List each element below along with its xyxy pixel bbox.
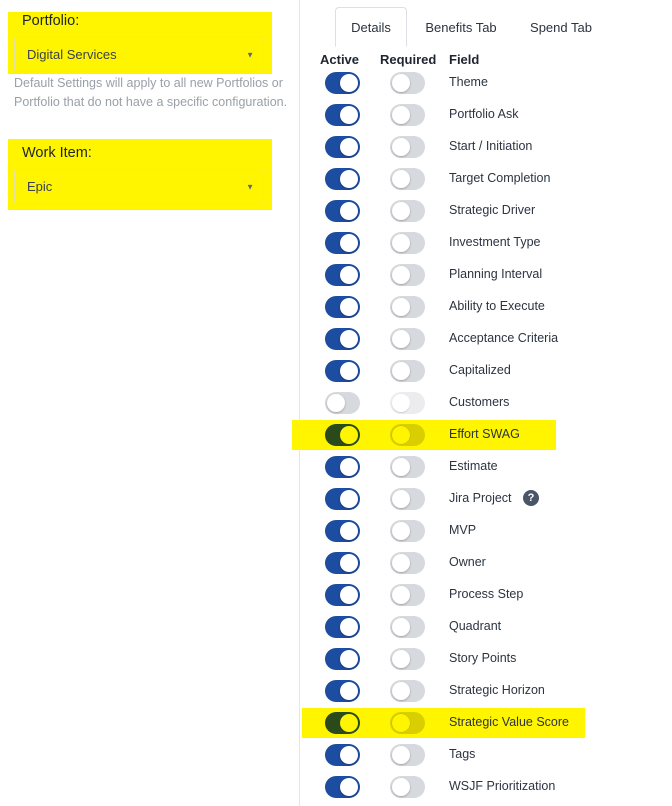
work-item-select-value: Epic [27, 179, 53, 194]
field-label: Acceptance Criteria [449, 331, 559, 345]
required-toggle[interactable] [390, 328, 425, 350]
required-toggle[interactable] [390, 584, 425, 606]
required-toggle[interactable] [390, 424, 425, 446]
field-row [300, 99, 672, 131]
required-toggle[interactable] [390, 168, 425, 190]
field-row [300, 579, 672, 611]
field-label: Strategic Driver [449, 203, 536, 217]
field-row [300, 739, 672, 771]
toggle-knob [340, 74, 358, 92]
field-row [300, 547, 672, 579]
field-row [300, 291, 672, 323]
required-toggle[interactable] [390, 744, 425, 766]
toggle-knob [392, 426, 410, 444]
active-toggle[interactable] [325, 424, 360, 446]
toggle-knob [392, 650, 410, 668]
field-row [300, 387, 672, 419]
toggle-knob [340, 778, 358, 796]
toggle-knob [340, 138, 358, 156]
toggle-knob [340, 714, 358, 732]
field-row [300, 163, 672, 195]
toggle-knob [392, 490, 410, 508]
toggle-knob [392, 170, 410, 188]
toggle-knob [392, 778, 410, 796]
active-toggle[interactable] [325, 456, 360, 478]
portfolio-select-value: Digital Services [27, 47, 117, 62]
work-item-label: Work Item: [22, 145, 92, 161]
active-toggle[interactable] [325, 136, 360, 158]
toggle-knob [392, 362, 410, 380]
required-toggle[interactable] [390, 648, 425, 670]
field-label: Story Points [449, 651, 517, 665]
field-label: Ability to Execute [449, 299, 545, 313]
field-label: Strategic Value Score [449, 715, 569, 729]
toggle-knob [340, 426, 358, 444]
required-toggle[interactable] [390, 776, 425, 798]
toggle-knob [392, 554, 410, 572]
question-icon[interactable]: ? [523, 490, 539, 506]
toggle-knob [340, 106, 358, 124]
field-label: Customers [449, 395, 510, 409]
toggle-knob [340, 458, 358, 476]
toggle-knob [340, 618, 358, 636]
toggle-knob [340, 490, 358, 508]
toggle-knob [340, 522, 358, 540]
field-label: Capitalized [449, 363, 511, 377]
toggle-knob [340, 650, 358, 668]
field-label: Target Completion [449, 171, 551, 185]
toggle-knob [392, 106, 410, 124]
active-toggle[interactable] [325, 680, 360, 702]
portfolio-select[interactable] [14, 37, 264, 72]
required-toggle[interactable] [390, 296, 425, 318]
active-toggle[interactable] [325, 360, 360, 382]
field-row [300, 515, 672, 547]
toggle-knob [392, 714, 410, 732]
field-row [300, 131, 672, 163]
required-toggle[interactable] [390, 264, 425, 286]
field-label: Effort SWAG [449, 427, 520, 441]
field-row [300, 195, 672, 227]
active-toggle[interactable] [325, 232, 360, 254]
toggle-knob [340, 266, 358, 284]
field-label: Theme [449, 75, 488, 89]
active-toggle[interactable] [325, 200, 360, 222]
toggle-knob [392, 138, 410, 156]
active-toggle[interactable] [325, 104, 360, 126]
field-label: WSJF Prioritization [449, 779, 556, 793]
required-toggle[interactable] [390, 136, 425, 158]
toggle-knob [392, 746, 410, 764]
toggle-knob [340, 330, 358, 348]
required-toggle [390, 392, 425, 414]
active-toggle[interactable] [325, 72, 360, 94]
active-toggle[interactable] [325, 552, 360, 574]
active-toggle[interactable] [325, 328, 360, 350]
field-label: Start / Initiation [449, 139, 533, 153]
active-toggle[interactable] [325, 264, 360, 286]
field-label: MVP [449, 523, 477, 537]
toggle-knob [340, 298, 358, 316]
required-toggle[interactable] [390, 680, 425, 702]
field-label: Tags [449, 747, 476, 761]
required-toggle[interactable] [390, 360, 425, 382]
portfolio-label: Portfolio: [22, 13, 80, 29]
field-row [300, 323, 672, 355]
toggle-knob [392, 394, 410, 412]
chevron-down-icon: ▼ [246, 182, 254, 191]
field-label: Quadrant [449, 619, 502, 633]
field-label: Portfolio Ask [449, 107, 519, 121]
field-row [300, 355, 672, 387]
required-toggle[interactable] [390, 456, 425, 478]
column-header-required: Required [380, 52, 437, 67]
required-toggle[interactable] [390, 104, 425, 126]
column-header-active: Active [320, 52, 360, 67]
field-row [300, 771, 672, 803]
column-header-field: Field [449, 52, 480, 67]
field-label: Investment Type [449, 235, 541, 249]
field-label: Strategic Horizon [449, 683, 545, 697]
active-toggle[interactable] [325, 392, 360, 414]
required-toggle[interactable] [390, 72, 425, 94]
toggle-knob [392, 330, 410, 348]
toggle-knob [340, 586, 358, 604]
toggle-knob [340, 746, 358, 764]
field-row [300, 227, 672, 259]
field-label: Owner [449, 555, 486, 569]
field-row [300, 707, 672, 739]
toggle-knob [340, 554, 358, 572]
toggle-knob [392, 234, 410, 252]
portfolio-help-text: Default Settings will apply to all new Portfolios or Portfolio that do not have a specific configuration. [14, 76, 288, 109]
active-toggle[interactable] [325, 296, 360, 318]
toggle-knob [392, 682, 410, 700]
field-label: Jira Project [449, 491, 512, 505]
toggle-knob [340, 362, 358, 380]
toggle-knob [392, 586, 410, 604]
required-toggle[interactable] [390, 200, 425, 222]
active-toggle[interactable] [325, 648, 360, 670]
field-row [300, 419, 672, 451]
tab-spend[interactable]: Spend Tab [530, 19, 592, 35]
toggle-knob [392, 74, 410, 92]
work-item-select[interactable] [14, 169, 264, 204]
required-toggle[interactable] [390, 616, 425, 638]
required-toggle[interactable] [390, 488, 425, 510]
required-toggle[interactable] [390, 712, 425, 734]
toggle-knob [340, 234, 358, 252]
field-row [300, 67, 672, 99]
active-toggle[interactable] [325, 488, 360, 510]
active-toggle[interactable] [325, 776, 360, 798]
required-toggle[interactable] [390, 520, 425, 542]
toggle-knob [392, 458, 410, 476]
toggle-knob [392, 202, 410, 220]
active-toggle[interactable] [325, 744, 360, 766]
field-row [300, 643, 672, 675]
field-label: Estimate [449, 459, 498, 473]
active-toggle[interactable] [325, 168, 360, 190]
toggle-knob [392, 266, 410, 284]
toggle-knob [340, 202, 358, 220]
active-toggle[interactable] [325, 520, 360, 542]
toggle-knob [340, 170, 358, 188]
required-toggle[interactable] [390, 232, 425, 254]
field-row [300, 611, 672, 643]
required-toggle[interactable] [390, 552, 425, 574]
settings-sidebar [0, 0, 300, 806]
tab-benefits[interactable]: Benefits Tab [425, 19, 497, 35]
toggle-knob [392, 522, 410, 540]
field-row [300, 451, 672, 483]
field-label: Process Step [449, 587, 524, 601]
active-toggle[interactable] [325, 616, 360, 638]
field-row [300, 259, 672, 291]
toggle-knob [392, 298, 410, 316]
field-row [300, 483, 672, 515]
toggle-knob [340, 682, 358, 700]
toggle-knob [327, 394, 345, 412]
field-row [300, 675, 672, 707]
field-label: Planning Interval [449, 267, 543, 281]
toggle-knob [392, 618, 410, 636]
active-toggle[interactable] [325, 584, 360, 606]
chevron-down-icon: ▼ [246, 50, 254, 59]
tab-details[interactable]: Details [335, 7, 407, 47]
active-toggle[interactable] [325, 712, 360, 734]
